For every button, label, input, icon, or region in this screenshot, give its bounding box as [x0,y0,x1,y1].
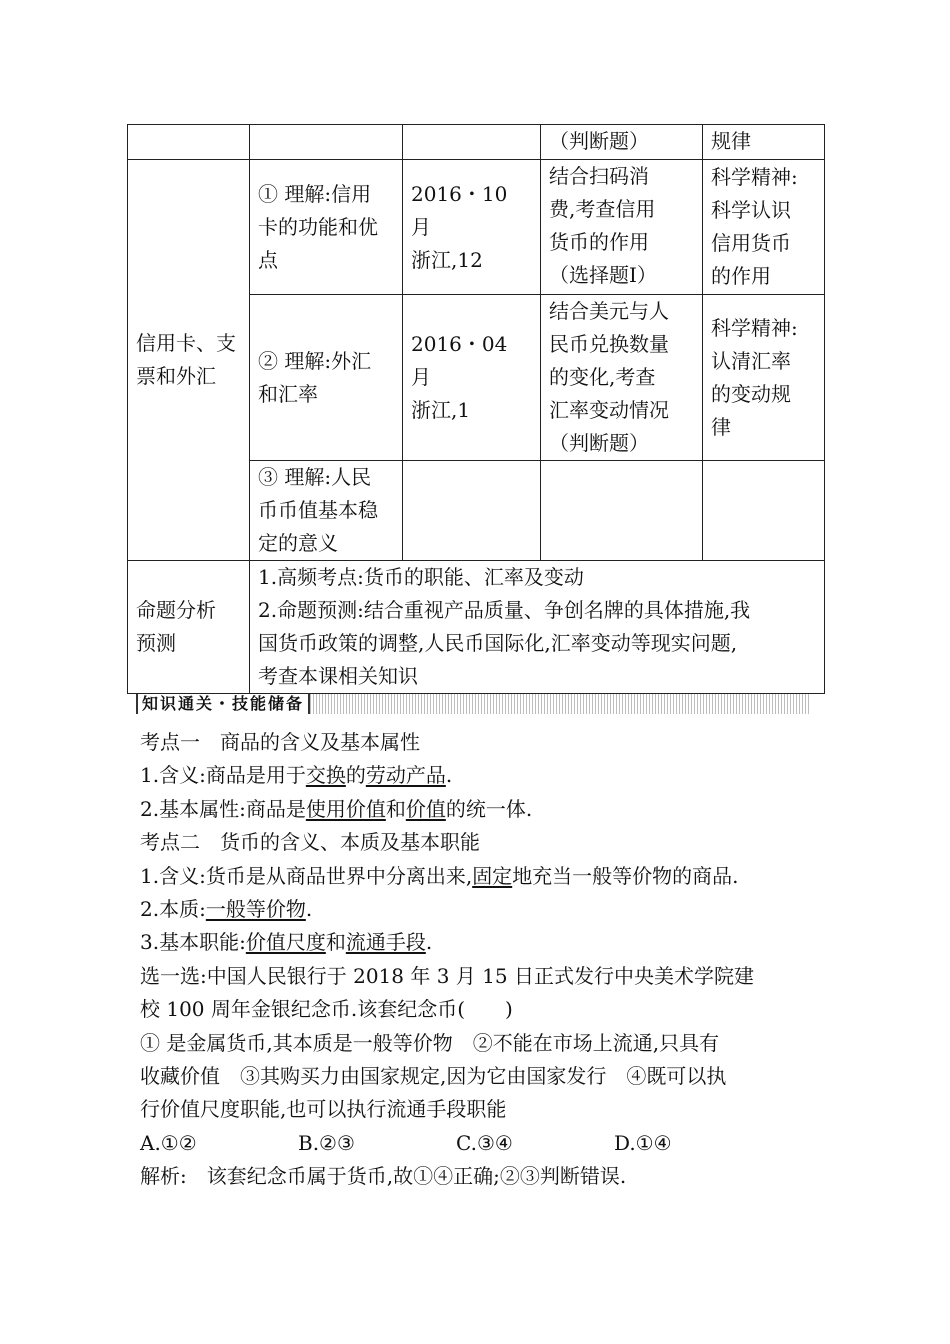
table-cell [250,125,403,160]
answer-analysis: 解析: 该套纪念币属于货币,故①④正确;②③判断错误. [140,1164,627,1189]
cell-text: 点 [258,247,278,272]
table-row [128,160,825,295]
cell-text: ② 理解:外汇 [258,348,372,373]
cell-text: 预测 [136,631,176,655]
cell-text: 科学认识 [711,198,791,222]
text: 和 [385,796,406,821]
table-cell [541,461,703,561]
text: 2.本质: [140,897,206,922]
question-line: ① 是金属货币,其本质是一般等价物 ②不能在市场上流通,只具有 [140,1030,720,1055]
paragraph [140,860,830,893]
table-cell [703,125,825,160]
table-cell [250,295,403,461]
cell-text: 的作用 [711,264,771,288]
cell-text: 结合美元与人 [549,299,669,323]
topic-cell [128,160,250,561]
knowledge-content [140,726,830,1194]
cell-text: （判断题） [549,129,649,153]
text: 1.含义:商品是用于 [140,763,306,788]
table-row [128,561,825,694]
cell-text: 信用卡、支 [136,331,236,355]
cell-text: 科学精神: [711,315,798,340]
underlined-term: 劳动产品 [365,763,446,788]
text: . [445,763,453,788]
table-cell [541,295,703,461]
option-d: D.①④ [614,1130,672,1155]
cell-text: 浙江,12 [411,247,483,272]
text: . [425,930,433,955]
table-cell [541,125,703,160]
paragraph [140,759,830,792]
text: . [305,897,313,922]
option-b: B.②③ [298,1130,355,1155]
analysis-label-cell [128,561,250,694]
option-a: A.①② [140,1130,197,1155]
cell-text: 1.高频考点:货币的职能、汇率及变动 [258,565,584,589]
question-line: 收藏价值 ③其购买力由国家规定,因为它由国家发行 ④既可以执 [140,1064,727,1089]
cell-text: 信用货币 [711,231,791,255]
text: 和 [325,930,346,955]
question-line: 选一选:中国人民银行于 2018 年 3 月 15 日正式发行中央美术学院建 [140,963,754,988]
text: 1.含义:货币是从商品世界中分离出来, [140,863,473,888]
section-banner [136,694,810,714]
cell-text: 命题分析 [136,598,216,622]
option-c: C.③④ [456,1130,513,1155]
cell-text: 汇率变动情况 [549,398,669,422]
question-line: 校 100 周年金银纪念币.该套纪念币( ) [140,997,513,1022]
underlined-term: 价值 [405,796,446,821]
paragraph [140,926,830,959]
table-cell [250,160,403,295]
table-cell [250,461,403,561]
cell-text: 科学精神: [711,165,798,189]
text: 的统一体. [445,796,533,821]
underlined-term: 使用价值 [305,796,386,821]
text: 地充当一般等价物的商品. [512,863,739,888]
cell-text: 浙江,1 [411,398,471,422]
underlined-term: 固定 [472,863,513,888]
cell-text: 律 [711,414,731,439]
cell-text: 票和外汇 [136,364,216,388]
cell-text: 2016・04 月 [411,332,508,389]
table-cell [403,160,541,295]
cell-text: （判断题） [549,431,649,455]
underlined-term: 交换 [305,763,346,788]
cell-text: 认清汇率 [711,348,791,373]
question-line: 行价值尺度职能,也可以执行流通手段职能 [140,1097,507,1122]
underlined-term: 流通手段 [345,930,426,955]
text: 2.基本属性:商品是 [140,796,306,821]
table-row [128,125,825,160]
cell-text: 货币的作用 [549,230,649,254]
cell-text: 2.命题预测:结合重视产品质量、争创名牌的具体措施,我 [258,598,751,622]
cell-text: 定的意义 [258,531,338,555]
analysis-content-cell [250,561,825,694]
cell-text: 卡的功能和优 [258,214,378,239]
cell-text: 2016・10 月 [411,181,508,239]
table-cell [703,461,825,561]
underlined-term: 价值尺度 [245,930,326,955]
table-cell [541,160,703,295]
paragraph [140,793,830,826]
knowledge-table [127,124,825,694]
cell-text: 国货币政策的调整,人民币国际化,汇率变动等现实问题, [258,631,738,655]
table-cell [403,295,541,461]
cell-text: 民币兑换数量 [549,332,669,356]
cell-text: 和汇率 [258,381,318,406]
table-cell [703,160,825,295]
cell-text: 的变化,考查 [549,365,656,389]
cell-text: 考查本课相关知识 [258,664,418,688]
underlined-term: 一般等价物 [205,897,306,922]
text: 的 [345,763,366,788]
table-cell [128,125,250,160]
section-title: 考点一 商品的含义及基本属性 [140,730,420,754]
answer-options [140,1127,830,1160]
table-cell [403,461,541,561]
cell-text: 的变动规 [711,381,791,406]
section-banner-label: 知识通关・技能储备 [136,694,310,714]
section-title: 考点二 货币的含义、本质及基本职能 [140,830,480,855]
table-cell [703,295,825,461]
cell-text: （选择题Ⅰ） [549,263,657,287]
table-cell [403,125,541,160]
cell-text: 费,考查信用 [549,197,656,221]
cell-text: 币币值基本稳 [258,498,378,522]
cell-text: 规律 [711,129,751,153]
text: 3.基本职能: [140,930,246,955]
paragraph [140,893,830,926]
cell-text: 结合扫码消 [549,164,649,188]
cell-text: ① 理解:信用 [258,181,372,206]
cell-text: ③ 理解:人民 [258,465,372,489]
